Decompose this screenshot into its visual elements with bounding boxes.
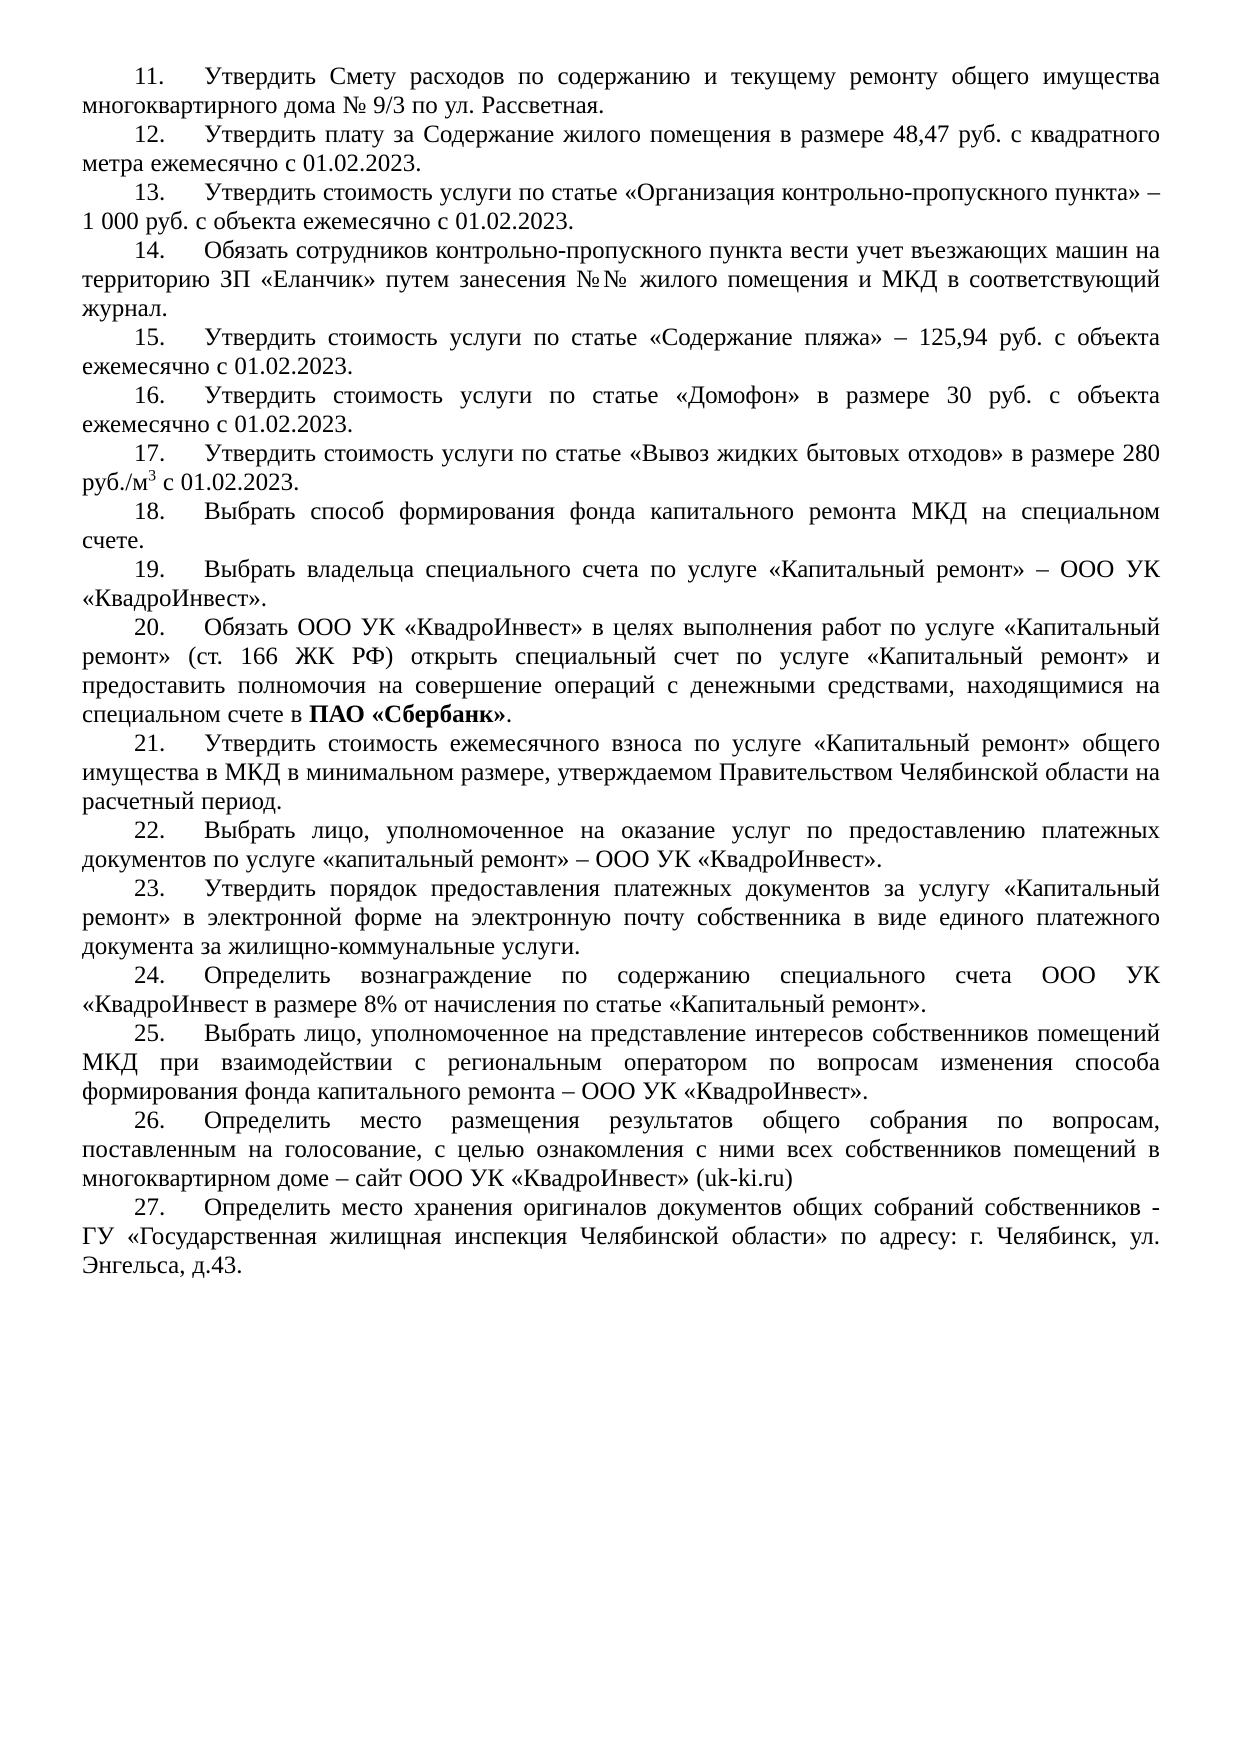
text-run: Определить место размещения результатов общего собрания по вопросам, поставленным на голосование, с целью ознакомления с ними всех собственников помещений в многоквартирном доме – сайт ООО УК «КвадроИнвест» (uk-ki.ru): [82, 1107, 1160, 1192]
text-run: Определить место хранения оригиналов документов общих собраний собственников - ГУ «Государственная жилищная инспекция Челябинской области» по адресу: г. Челябинск, ул. Энгельса, д.43.: [82, 1194, 1160, 1279]
item-text: [82, 1020, 1160, 1105]
list-item: [82, 961, 1160, 1019]
item-text: [82, 63, 1160, 119]
list-item: [82, 613, 1160, 729]
item-number: 16.: [134, 382, 166, 409]
item-text: [82, 382, 1160, 438]
text-run: Утвердить стоимость услуги по статье «Организация контрольно-пропускного пункта» – 1 000 руб. с объекта ежемесячно с 01.02.2023.: [82, 179, 1160, 235]
item-number: 21.: [134, 730, 166, 757]
item-number: 12.: [134, 121, 166, 148]
item-number: 17.: [134, 440, 166, 467]
item-number: 27.: [134, 1194, 166, 1221]
text-run: Утвердить плату за Содержание жилого помещения в размере 48,47 руб. с квадратного метра ежемесячно с 01.02.2023.: [82, 121, 1160, 177]
item-text: [82, 875, 1160, 960]
text-run: Обязать ООО УК «КвадроИнвест» в целях выполнения работ по услуге «Капитальный ремонт» (ст. 166 ЖК РФ) открыть специальный счет по услуге «Капитальный ремонт» и предоставить полномочия на совершение операций с денежными средствами, находящимися на специальном счете в: [82, 614, 1160, 728]
list-item: [82, 729, 1160, 816]
resolution-list: [82, 62, 1160, 1280]
list-item: [82, 816, 1160, 874]
item-number: 13.: [134, 179, 166, 206]
item-text: [82, 324, 1160, 380]
text-run: Утвердить стоимость услуги по статье «Содержание пляжа» – 125,94 руб. с объекта ежемесячно с 01.02.2023.: [82, 324, 1160, 380]
bold-text-run: ПАО «Сбербанк»: [309, 701, 506, 728]
text-run: Обязать сотрудников контрольно-пропускного пункта вести учет въезжающих машин на территорию ЗП «Еланчик» путем занесения №№ жилого помещения и МКД в соответствующий журнал.: [82, 237, 1160, 322]
item-text: [82, 1107, 1160, 1192]
item-number: 14.: [134, 237, 166, 264]
item-number: 26.: [134, 1107, 166, 1134]
list-item: [82, 236, 1160, 323]
text-run: Выбрать лицо, уполномоченное на оказание услуг по предоставлению платежных документов по услуге «капитальный ремонт» – ООО УК «КвадроИнвест».: [82, 817, 1160, 873]
text-run: Определить вознаграждение по содержанию специального счета ООО УК «КвадроИнвест в размере 8% от начисления по статье «Капитальный ремонт».: [82, 962, 1160, 1018]
text-run: Выбрать лицо, уполномоченное на представление интересов собственников помещений МКД при взаимодействии с региональным оператором по вопросам изменения способа формирования фонда капитального ремонта – ООО УК «КвадроИнвест».: [82, 1020, 1160, 1105]
text-run: Утвердить стоимость услуги по статье «Домофон» в размере 30 руб. с объекта ежемесячно с 01.02.2023.: [82, 382, 1160, 438]
text-run: Утвердить порядок предоставления платежных документов за услугу «Капитальный ремонт» в электронной форме на электронную почту собственника в виде единого платежного документа за жилищно-коммунальные услуги.: [82, 875, 1160, 960]
item-number: 20.: [134, 614, 166, 641]
list-item: [82, 323, 1160, 381]
item-number: 25.: [134, 1020, 166, 1047]
item-number: 24.: [134, 962, 166, 989]
item-number: 15.: [134, 324, 166, 351]
item-text: [82, 121, 1160, 177]
list-item: [82, 874, 1160, 961]
text-run: Выбрать владельца специального счета по услуге «Капитальный ремонт» – ООО УК «КвадроИнвест».: [82, 556, 1160, 612]
list-item: [82, 1019, 1160, 1106]
list-item: [82, 497, 1160, 555]
item-text: [82, 614, 1160, 728]
list-item: [82, 439, 1160, 497]
text-run: Утвердить стоимость ежемесячного взноса по услуге «Капитальный ремонт» общего имущества в МКД в минимальном размере, утверждаемом Правительством Челябинской области на расчетный период.: [82, 730, 1160, 815]
list-item: [82, 555, 1160, 613]
list-item: [82, 381, 1160, 439]
item-number: 23.: [134, 875, 166, 902]
text-run: Утвердить Смету расходов по содержанию и текущему ремонту общего имущества многоквартирного дома № 9/3 по ул. Рассветная.: [82, 63, 1160, 119]
item-text: [82, 556, 1160, 612]
item-text: [82, 498, 1160, 554]
item-number: 22.: [134, 817, 166, 844]
text-run: .: [505, 701, 513, 728]
list-item: [82, 1193, 1160, 1280]
item-number: 11.: [134, 63, 165, 90]
superscript-run: 3: [148, 467, 157, 485]
item-number: 19.: [134, 556, 166, 583]
list-item: [82, 1106, 1160, 1193]
item-text: [82, 1194, 1160, 1279]
item-text: [82, 237, 1160, 322]
list-item: [82, 178, 1160, 236]
item-text: [82, 730, 1160, 815]
item-text: [82, 817, 1160, 873]
text-run: Утвердить стоимость услуги по статье «Вывоз жидких бытовых отходов» в размере 280 руб./м: [82, 440, 1160, 496]
item-text: [82, 962, 1160, 1018]
item-text: [82, 440, 1160, 496]
item-text: [82, 179, 1160, 235]
text-run: с 01.02.2023.: [156, 469, 300, 496]
list-item: [82, 120, 1160, 178]
list-item: [82, 62, 1160, 120]
item-number: 18.: [134, 498, 166, 525]
text-run: Выбрать способ формирования фонда капитального ремонта МКД на специальном счете.: [82, 498, 1160, 554]
